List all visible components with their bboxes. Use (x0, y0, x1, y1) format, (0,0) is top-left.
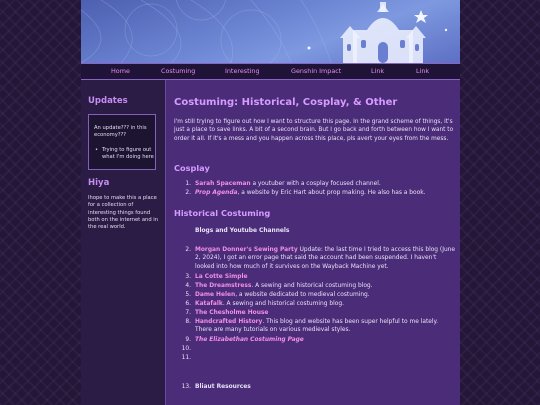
update-box (88, 114, 156, 170)
nav-genshin-impact[interactable]: Genshin Impact (291, 67, 342, 75)
intro-paragraph: I'm still trying to figure out how I want to structure this page. In the grand scheme of things, it's just a place to save links. A bit of a second brain. But I go back and forth between how I want to order it all. If it's a mess and you happen across this place, pls avert your eyes from the mess. (174, 119, 454, 142)
list-item (174, 383, 456, 391)
updates-heading: Updates (88, 96, 128, 106)
list-number: 1. (185, 181, 191, 187)
list-item (174, 180, 456, 188)
list-item (174, 282, 456, 290)
hiya-heading: Hiya (88, 178, 110, 188)
update-text: An update??? in this economy??? (94, 125, 147, 138)
list-desc: a youtuber with a cosplay focused channel. (250, 181, 381, 187)
nav-interesting[interactable]: Interesting (225, 67, 260, 75)
list-number: 4. (185, 283, 191, 289)
nav-link-2[interactable]: Link (416, 67, 430, 75)
list-number: 2. (185, 190, 191, 196)
list-number: 11. (181, 355, 191, 361)
list-item (174, 336, 456, 344)
list-number: 10. (181, 346, 191, 352)
page-title: Costuming: Historical, Cosplay, & Other (174, 97, 398, 108)
list-desc: . A sewing and historical costuming blog. (222, 301, 344, 307)
list-item (174, 300, 456, 308)
list-number: 8. (185, 319, 191, 325)
list-link[interactable]: Morgan Donner's Sewing Party (195, 247, 298, 253)
list-number: 2. (185, 247, 191, 253)
list-number: 5. (185, 292, 191, 298)
list-item (174, 291, 456, 299)
list-desc: , a website by Eric Hart about prop making. He also has a book. (237, 190, 426, 196)
list-link[interactable]: Katafalk (195, 301, 223, 307)
cosplay-heading: Cosplay (174, 163, 210, 173)
historical-heading: Historical Costuming (174, 208, 271, 218)
site-container (81, 0, 460, 405)
list-link[interactable]: The Elizabethan Costuming Page (195, 337, 304, 343)
list-number: 7. (185, 310, 191, 316)
list-item (174, 309, 456, 317)
list-link[interactable]: Prop Agenda (195, 190, 238, 196)
list-desc: . This blog and website has been super helpful to me lately. There are many tutorials on various medieval styles. (195, 319, 439, 334)
nav-link-1[interactable]: Link (371, 67, 385, 75)
update-item: • Trying to figure out what I'm doing here (94, 147, 154, 161)
blogs-heading: Blogs and Youtube Channels (195, 228, 290, 234)
list-item (174, 273, 456, 281)
list-item (174, 318, 456, 335)
list-number: 3. (185, 274, 191, 280)
list-desc: Update: the last time I tried to access this blog (June 2, 2024), I got an error page that said the account had been suspended. I haven't looked into how much of it survives on the Wayback Machine yet. (195, 247, 456, 270)
list-item (174, 354, 456, 362)
header-banner (81, 0, 460, 63)
list-item (174, 345, 456, 353)
nav-costuming[interactable]: Costuming (161, 67, 196, 75)
main-nav (81, 63, 460, 80)
nav-home[interactable]: Home (111, 67, 130, 75)
main-content (165, 80, 460, 405)
list-link[interactable]: La Cotte Simple (195, 274, 248, 280)
list-link[interactable]: Dame Helen (195, 292, 236, 298)
list-link[interactable]: The Dreamstress (195, 283, 252, 289)
list-link[interactable]: The Chesholme House (195, 310, 269, 316)
list-desc: , a website dedicated to medieval costuming. (235, 292, 370, 298)
list-link[interactable]: Handcrafted History (195, 319, 263, 325)
list-number: 9. (185, 337, 191, 343)
list-link[interactable]: Sarah Spaceman (195, 181, 251, 187)
list-desc: . A sewing and historical costuming blog. (251, 283, 373, 289)
sidebar (81, 80, 165, 405)
list-number: 6. (185, 301, 191, 307)
list-item (174, 246, 456, 271)
list-number: 13. (181, 384, 191, 390)
list-item (174, 189, 456, 197)
bliaut-heading: Bliaut Resources (195, 384, 251, 390)
hiya-text: Ihope to make this a place for a collection of interesting things found both on the internet and in the real world. (88, 195, 159, 231)
castle-illustration (81, 0, 460, 63)
